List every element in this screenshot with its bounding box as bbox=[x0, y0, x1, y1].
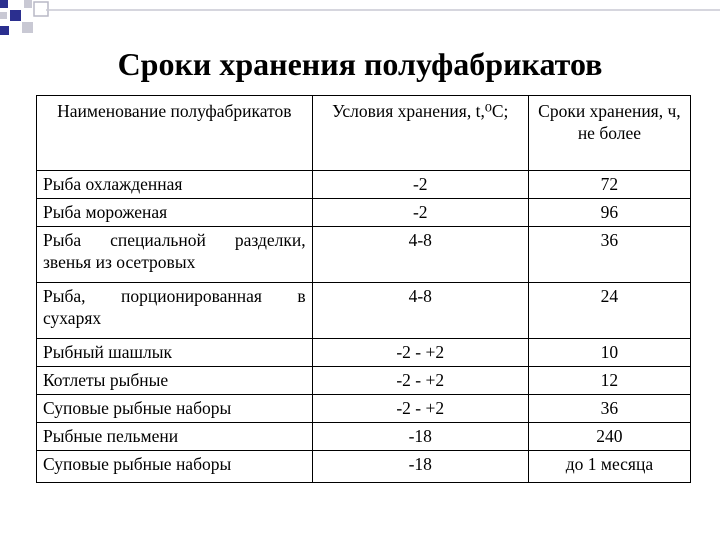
column-header-terms: Сроки хранения, ч, не более bbox=[528, 96, 690, 171]
storage-term-cell: 10 bbox=[528, 339, 690, 367]
storage-term-cell: до 1 месяца bbox=[528, 451, 690, 483]
corner-decoration bbox=[0, 0, 720, 40]
product-name-cell: Суповые рыбные наборы bbox=[37, 395, 313, 423]
temperature-cell: -2 - +2 bbox=[312, 395, 528, 423]
temperature-cell: -18 bbox=[312, 451, 528, 483]
product-name-cell: Суповые рыбные наборы bbox=[37, 451, 313, 483]
temperature-cell: -2 bbox=[312, 199, 528, 227]
table-row bbox=[37, 171, 691, 199]
table-row bbox=[37, 367, 691, 395]
temperature-cell: -2 bbox=[312, 171, 528, 199]
table-row bbox=[37, 339, 691, 367]
slide-title: Сроки хранения полуфабрикатов bbox=[117, 46, 603, 82]
table-row bbox=[37, 451, 691, 483]
table-row bbox=[37, 199, 691, 227]
storage-term-cell: 240 bbox=[528, 423, 690, 451]
temperature-cell: -2 - +2 bbox=[312, 339, 528, 367]
temperature-cell: 4-8 bbox=[312, 283, 528, 339]
temperature-cell: -18 bbox=[312, 423, 528, 451]
product-name-cell: Рыбный шашлык bbox=[37, 339, 313, 367]
storage-term-cell: 12 bbox=[528, 367, 690, 395]
product-name-cell: Рыбные пельмени bbox=[37, 423, 313, 451]
storage-term-cell: 24 bbox=[528, 283, 690, 339]
storage-term-cell: 36 bbox=[528, 227, 690, 283]
column-header-conditions: Условия хранения, t,⁰C; bbox=[312, 96, 528, 171]
temperature-cell: 4-8 bbox=[312, 227, 528, 283]
product-name-cell: Рыба, порционированная в сухарях bbox=[37, 283, 313, 339]
product-name-cell: Рыба охлажденная bbox=[37, 171, 313, 199]
table-row bbox=[37, 423, 691, 451]
product-name-cell: Рыба специальной разделки, звенья из осетровых bbox=[37, 227, 313, 283]
storage-term-cell: 96 bbox=[528, 199, 690, 227]
table-row bbox=[37, 227, 691, 283]
storage-table bbox=[36, 95, 691, 483]
product-name-cell: Рыба мороженая bbox=[37, 199, 313, 227]
storage-term-cell: 36 bbox=[528, 395, 690, 423]
temperature-cell: -2 - +2 bbox=[312, 367, 528, 395]
product-name-cell: Котлеты рыбные bbox=[37, 367, 313, 395]
table-row bbox=[37, 283, 691, 339]
table-header-row bbox=[37, 96, 691, 171]
table-row bbox=[37, 395, 691, 423]
column-header-name: Наименование полуфабрикатов bbox=[37, 96, 313, 171]
storage-term-cell: 72 bbox=[528, 171, 690, 199]
